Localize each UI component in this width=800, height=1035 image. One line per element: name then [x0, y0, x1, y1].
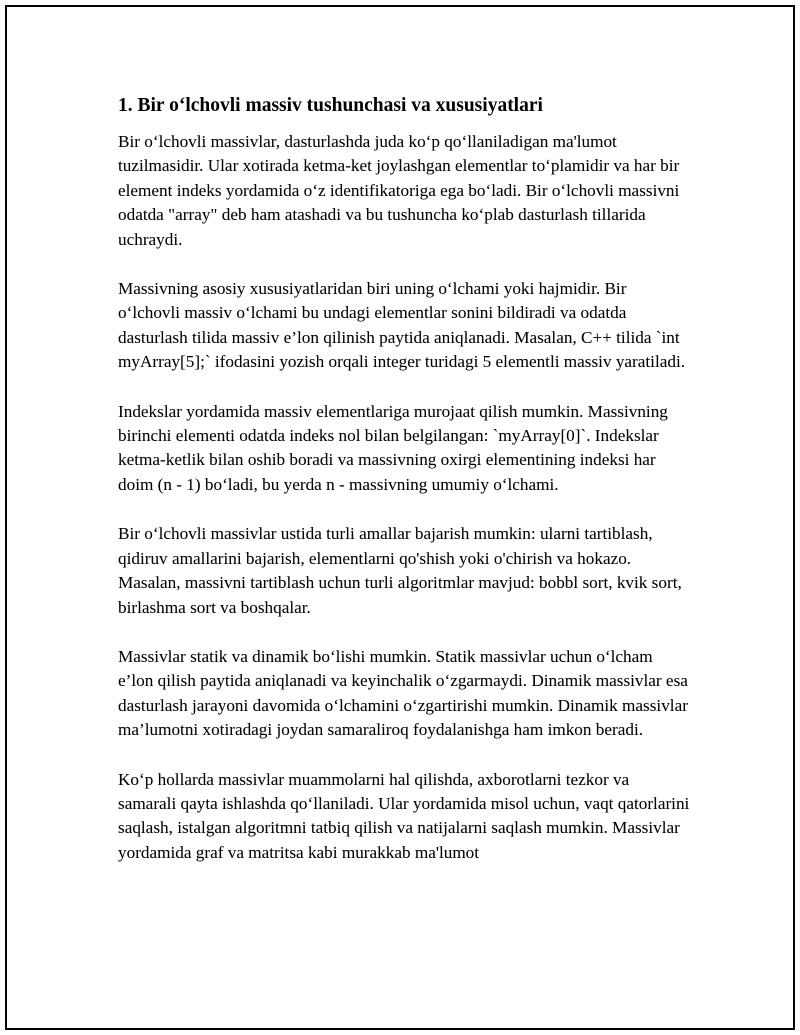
- paragraph-6: Ko‘p hollarda massivlar muammolarni hal qilishda, axborotlarni tezkor va samarali qayta ishlashda qo‘llaniladi. Ular yordamida misol uchun, vaqt qatorlarini saqlash, istalgan algoritmni tatbiq qilish va natijalarni saqlash mumkin. Massivlar yordamida graf va matritsa kabi murakkab ma'lumot: [118, 769, 690, 862]
- paragraph-1: Bir o‘lchovli massivlar, dasturlashda juda ko‘p qo‘llaniladigan ma'lumot tuzilmasidir. Ular xotirada ketma-ket joylashgan elementlar to‘plamidir va har bir element indeks yordamida o‘z identifikatoriga ega bo‘ladi. Bir o‘lchovli massivni odatda "array" deb ham atashadi va bu tushuncha ko‘plab dasturlash tillarida uchraydi.: [118, 132, 680, 249]
- paragraph-2: Massivning asosiy xususiyatlaridan biri uning o‘lchami yoki hajmidir. Bir o‘lchovli massiv o‘lchami bu undagi elementlar sonini bildiradi va odatda dasturlash tilida massiv e’lon qilinish paytida aniqlanadi. Masalan, C++ tilida `int myArray[5];` ifodasini yozish orqali integer turidagi 5 elementli massiv yaratiladi.: [118, 279, 686, 372]
- paragraph-4: Bir o‘lchovli massivlar ustida turli amallar bajarish mumkin: ularni tartiblash, qidiruv amallarini bajarish, elementlarni qo'shish yoki o'chirish va hokazo. Masalan, massivni tartiblash uchun turli algoritmlar mavjud: bobbl sort, kvik sort, birlashma sort va boshqalar.: [118, 524, 682, 617]
- paragraph-5: Massivlar statik va dinamik bo‘lishi mumkin. Statik massivlar uchun o‘lcham e’lon qilish paytida aniqlanadi va keyinchalik o‘zgarmaydi. Dinamik massivlar esa dasturlash jarayoni davomida o‘lchamini o‘zgartirishi mumkin. Dinamik massivlar ma’lumotni xotiradagi joydan samaraliroq foydalanishga ham imkon beradi.: [118, 646, 688, 740]
- section-heading: 1. Bir o‘lchovli massiv tushunchasi va xususiyatlari: [118, 95, 543, 116]
- paragraph-3: Indekslar yordamida massiv elementlariga murojaat qilish mumkin. Massivning birinchi elementi odatda indeks nol bilan belgilangan: `myArray[0]`. Indekslar ketma-ketlik bilan oshib boradi va massivning oxirgi elementining indeksi har doim (n - 1) bo‘ladi, bu yerda n - massivning umumiy o‘lchami.: [118, 401, 668, 494]
- document-body: [118, 92, 690, 890]
